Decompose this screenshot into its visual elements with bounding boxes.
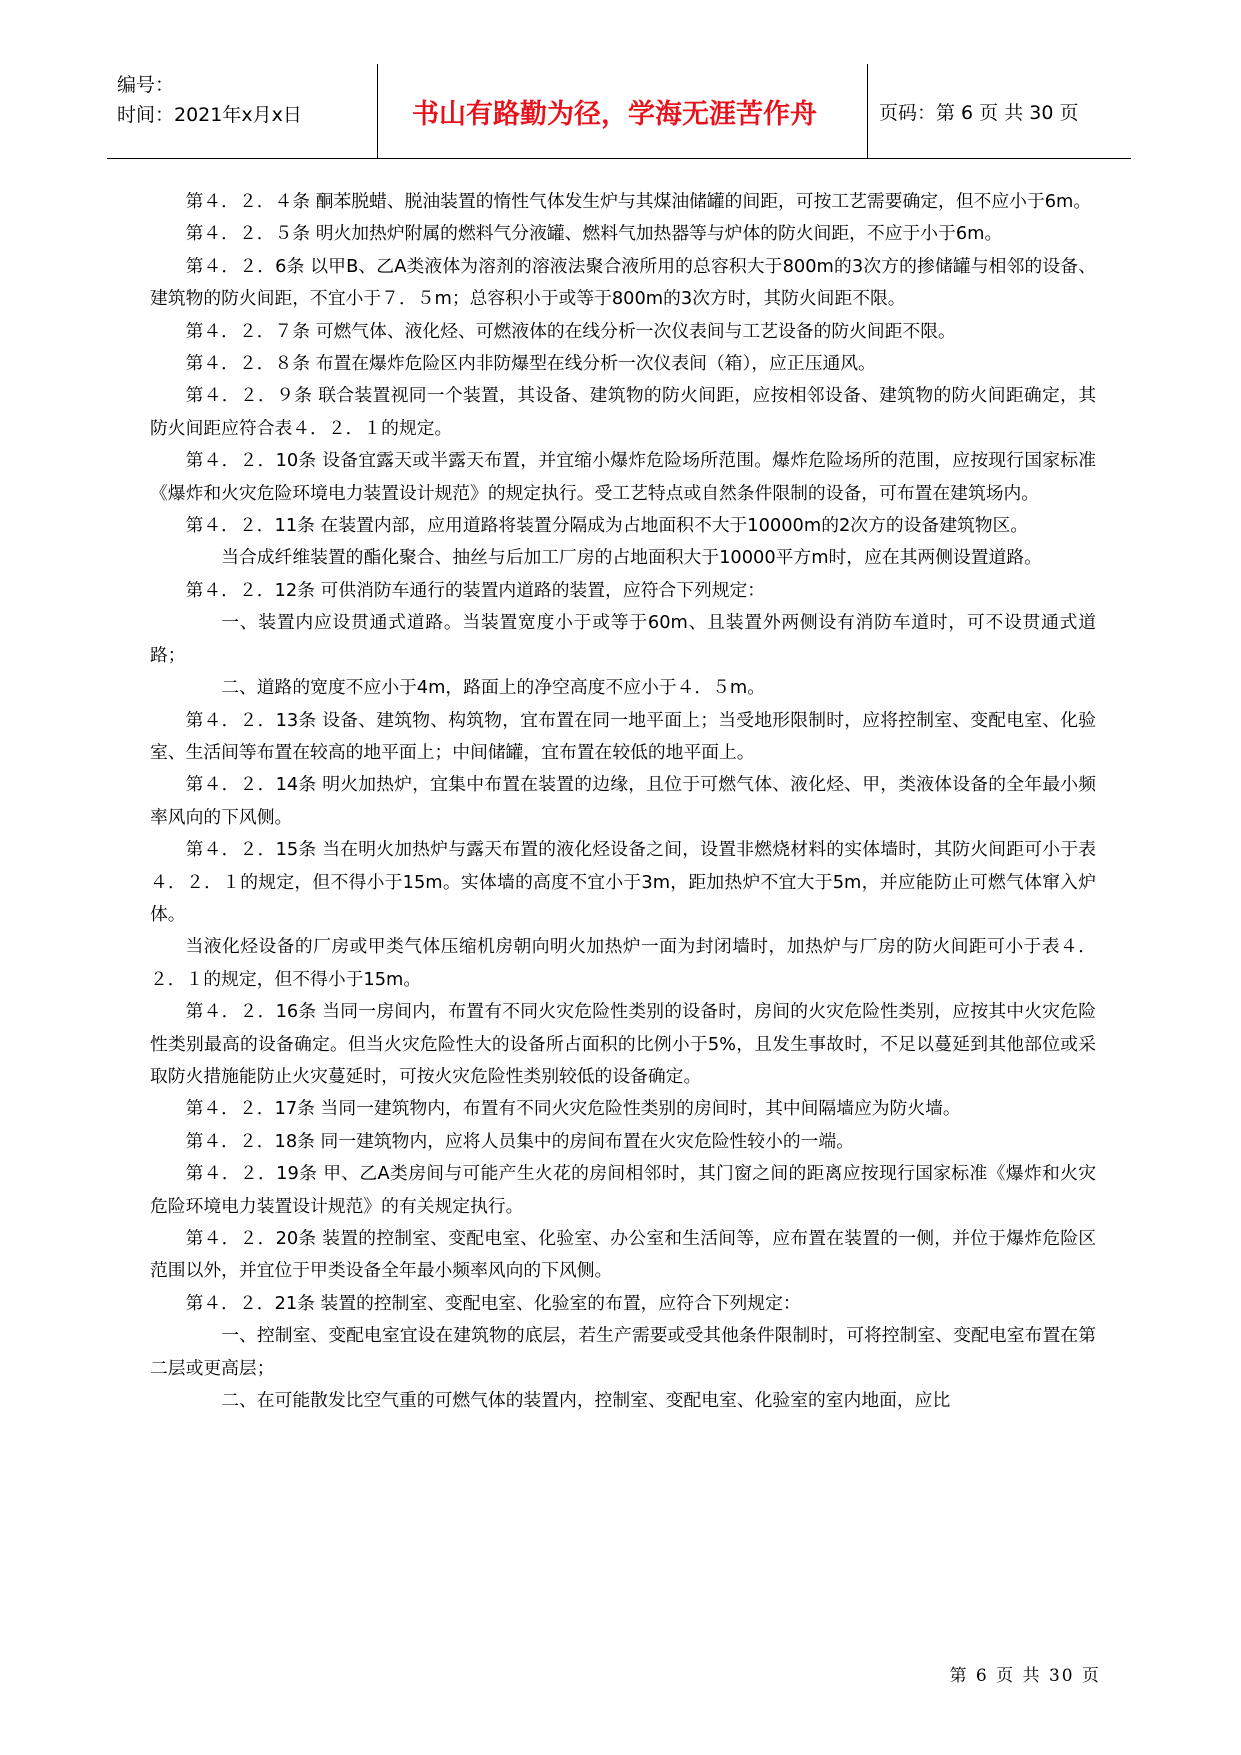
paragraph: 第４．２．6条 以甲B、乙A类液体为溶剂的溶液法聚合液所用的总容积大于800m的3次方的掺储罐与相邻的设备、建筑物的防火间距，不宜小于７．５m；总容积小于或等于800m的3次方时，其防火间距不限。 — [150, 255, 1096, 310]
page-footer: 第 6 页 共 30 页 — [949, 1666, 1101, 1686]
paragraph: 当液化烃设备的厂房或甲类气体压缩机房朝向明火加热炉一面为封闭墙时，加热炉与厂房的防火间距可小于表４．２．１的规定，但不得小于15m。 — [150, 936, 1096, 990]
paragraph: 第４．２．４条 酮苯脱蜡、脱油装置的惰性气体发生炉与其煤油储罐的间距，可按工艺需要确定，但不应小于6m。 — [185, 191, 1092, 212]
paragraph: 一、控制室、变配电室宜设在建筑物的底层，若生产需要或受其他条件限制时，可将控制室、变配电室布置在第二层或更高层； — [150, 1325, 1096, 1379]
paragraph: 第４．２．18条 同一建筑物内，应将人员集中的房间布置在火灾危险性较小的一端。 — [185, 1130, 854, 1152]
paragraph: 第４．２．12条 可供消防车通行的装置内道路的装置，应符合下列规定： — [185, 579, 766, 601]
paragraph: 第４．２．９条 联合装置视同一个装置，其设备、建筑物的防火间距，应按相邻设备、建筑物的防火间距确定，其防火间距应符合表４．２．１的规定。 — [150, 385, 1096, 439]
paragraph: 第４．２．５条 明火加热炉附属的燃料气分液罐、燃料气加热器等与炉体的防火间距，不应于小于6m。 — [185, 223, 1003, 245]
paragraph: 二、道路的宽度不应小于4m，路面上的净空高度不应小于４．５m。 — [221, 677, 766, 699]
paragraph: 第４．２．19条 甲、乙A类房间与可能产生火花的房间相邻时，其门窗之间的距离应按现行国家标准《爆炸和火灾危险环境电力装置设计规范》的有关规定执行。 — [150, 1163, 1096, 1217]
paragraph: 第４．２．14条 明火加热炉，宜集中布置在装置的边缘，且位于可燃气体、液化烃、甲，类液体设备的全年最小频率风向的下风侧。 — [150, 774, 1096, 828]
page-header — [107, 64, 1131, 159]
paragraph: 第４．２．20条 装置的控制室、变配电室、化验室、办公室和生活间等，应布置在装置的一侧，并位于爆炸危险区范围以外，并宜位于甲类设备全年最小频率风向的下风侧。 — [150, 1228, 1096, 1282]
paragraph: 二、在可能散发比空气重的可燃气体的装置内，控制室、变配电室、化验室的室内地面，应比 — [221, 1390, 951, 1412]
paragraph: 当合成纤维装置的酯化聚合、抽丝与后加工厂房的占地面积大于10000平方m时，应在其两侧设置道路。 — [221, 547, 1042, 569]
header-motto: 书山有路勤为径，学海无涯苦作舟 — [412, 98, 817, 130]
paragraph: 第４．２．16条 当同一房间内，布置有不同火灾危险性类别的设备时，房间的火灾危险性类别，应按其中火灾危险性类别最高的设备确定。但当火灾危险性大的设备所占面积的比例小于5%，且发生事故时，不足以蔓延到其他部位或采取防火措施能防止火灾蔓延时，可按火灾危险性类别较低的设备确定。 — [150, 1001, 1096, 1087]
header-time-label: 时间：2021年x月x日 — [117, 104, 302, 126]
header-page-info: 页码：第 6 页 共 30 页 — [879, 101, 1079, 124]
paragraph: 第４．２．11条 在装置内部，应用道路将装置分隔成为占地面积不大于10000m的2次方的设备建筑物区。 — [185, 515, 1029, 537]
header-meta — [117, 70, 377, 130]
document-body — [150, 186, 1096, 1417]
paragraph: 第４．２．８条 布置在爆炸危险区内非防爆型在线分析一次仪表间（箱），应正压通风。 — [185, 353, 876, 375]
paragraph: 第４．２．17条 当同一建筑物内，布置有不同火灾危险性类别的房间时，其中间隔墙应为防火墙。 — [185, 1098, 961, 1120]
paragraph: 第４．２．７条 可燃气体、液化烃、可燃液体的在线分析一次仪表间与工艺设备的防火间距不限。 — [185, 320, 956, 342]
paragraph: 第４．２．15条 当在明火加热炉与露天布置的液化烃设备之间，设置非燃烧材料的实体墙时，其防火间距可小于表４．２．１的规定，但不得小于15m。实体墙的高度不宜小于3m，距加热炉不宜大于5m，并应能防止可燃气体窜入炉体。 — [150, 839, 1096, 925]
paragraph: 第４．２．10条 设备宜露天或半露天布置，并宜缩小爆炸危险场所范围。爆炸危险场所的范围，应按现行国家标准《爆炸和火灾危险环境电力装置设计规范》的规定执行。受工艺特点或自然条件限制的设备，可布置在建筑场内。 — [150, 450, 1096, 504]
paragraph: 第４．２．13条 设备、建筑物、构筑物，宜布置在同一地平面上；当受地形限制时，应将控制室、变配电室、化验室、生活间等布置在较高的地平面上；中间储罐，宜布置在较低的地平面上。 — [150, 709, 1096, 763]
paragraph: 第４．２．21条 装置的控制室、变配电室、化验室的布置，应符合下列规定： — [185, 1292, 801, 1314]
header-number-label: 编号： — [117, 74, 175, 96]
paragraph: 一、装置内应设贯通式道路。当装置宽度小于或等于60m、且装置外两侧设有消防车道时，可不设贯通式道路； — [150, 612, 1096, 666]
